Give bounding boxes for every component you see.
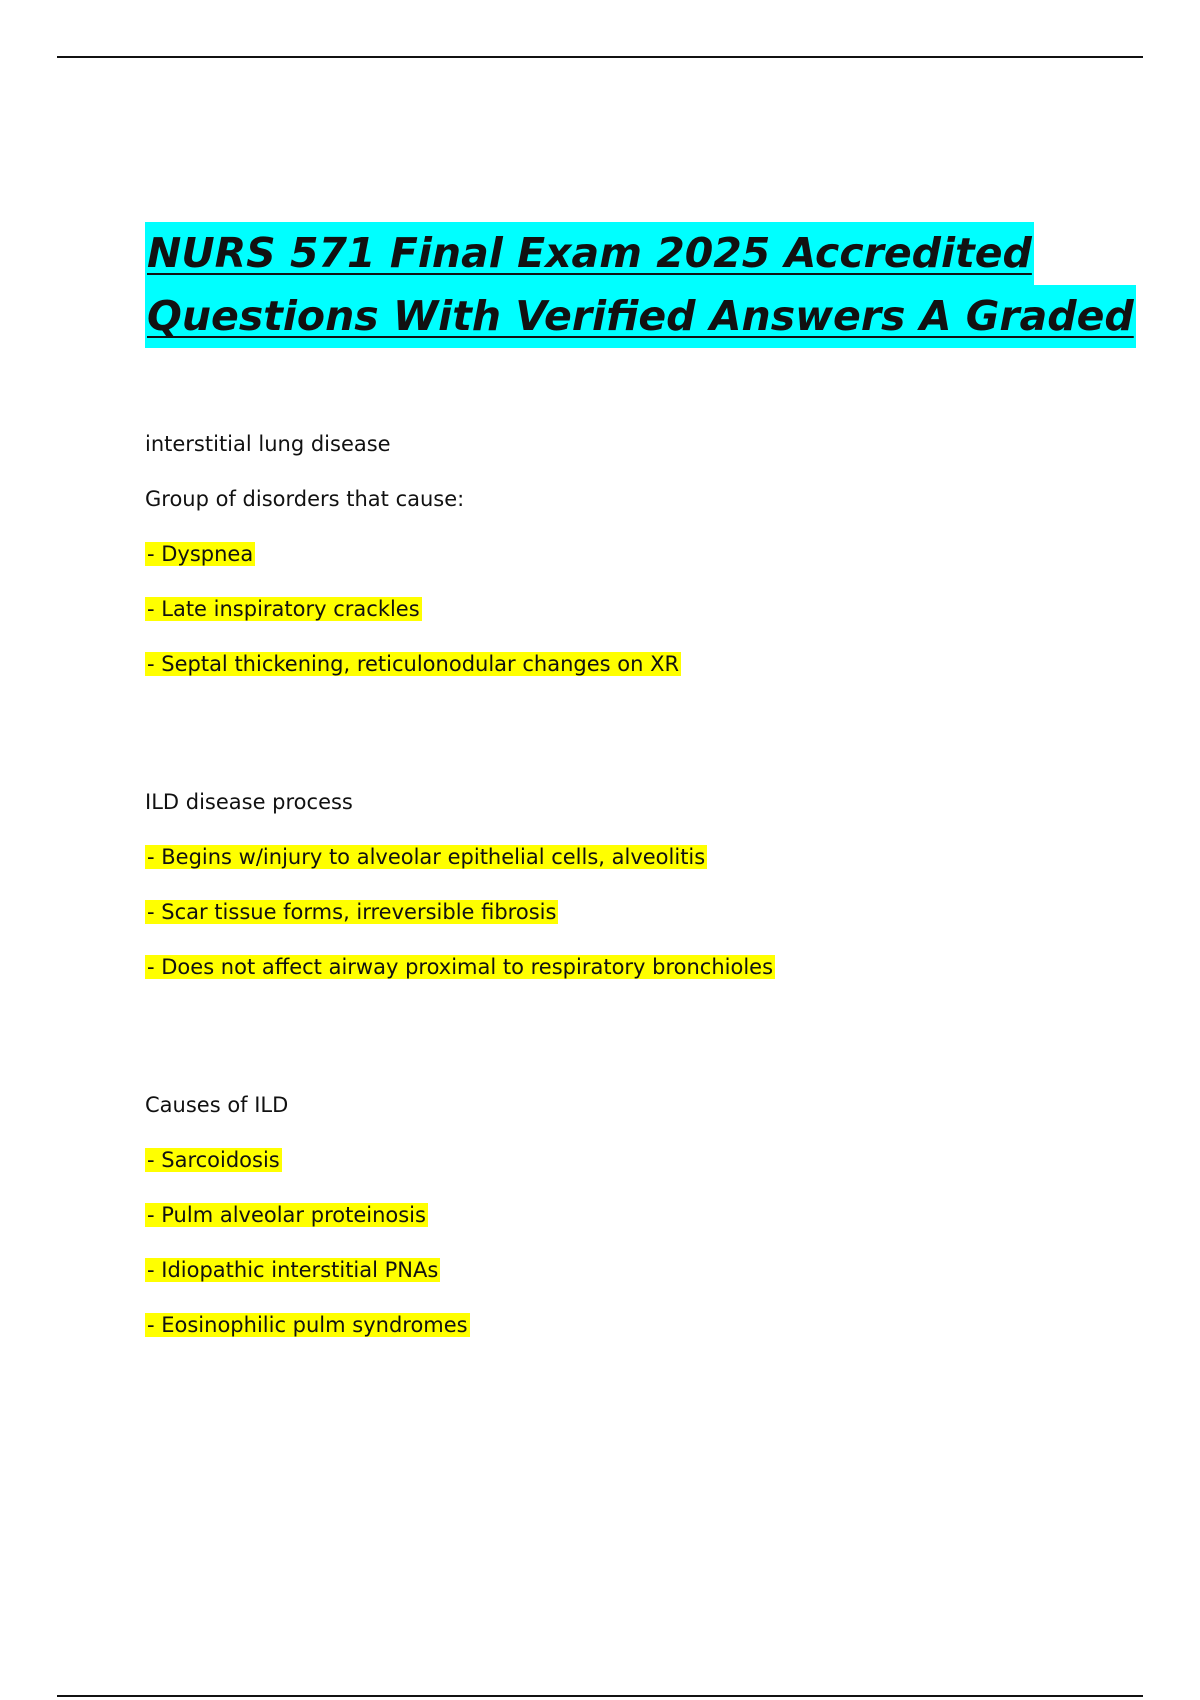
top-divider xyxy=(57,56,1143,58)
answer-item xyxy=(145,843,1145,871)
document-title xyxy=(145,222,1145,348)
highlighted-answer: - Scar tissue forms, irreversible fibrosis xyxy=(147,900,557,924)
answer-intro xyxy=(145,485,1145,513)
question-text: ILD disease process xyxy=(145,790,353,814)
document-body xyxy=(145,430,1145,1449)
answer-item xyxy=(145,1201,1145,1229)
answer-item xyxy=(145,595,1145,623)
answer-item xyxy=(145,1146,1145,1174)
qa-block-interstitial-lung-disease xyxy=(145,430,1145,678)
highlighted-answer: - Septal thickening, reticulonodular changes on XR xyxy=(147,652,680,676)
highlighted-answer: - Late inspiratory crackles xyxy=(147,597,420,621)
highlighted-answer: - Does not affect airway proximal to respiratory bronchioles xyxy=(147,955,774,979)
answer-item xyxy=(145,1256,1145,1284)
answer-intro-text: Group of disorders that cause: xyxy=(145,487,465,511)
bottom-divider xyxy=(57,1695,1143,1697)
answer-item xyxy=(145,953,1145,981)
highlighted-answer: - Idiopathic interstitial PNAs xyxy=(147,1258,439,1282)
question-text: Causes of ILD xyxy=(145,1093,289,1117)
question-text: interstitial lung disease xyxy=(145,432,391,456)
highlighted-answer: - Sarcoidosis xyxy=(147,1148,280,1172)
answer-item xyxy=(145,650,1145,678)
answer-item xyxy=(145,898,1145,926)
qa-block-causes-of-ild xyxy=(145,1091,1145,1339)
answer-item xyxy=(145,1311,1145,1339)
answer-item xyxy=(145,540,1145,568)
title-line-2: Questions With Verified Answers A Graded xyxy=(145,285,1136,348)
highlighted-answer: - Dyspnea xyxy=(147,542,254,566)
highlighted-answer: - Pulm alveolar proteinosis xyxy=(147,1203,426,1227)
highlighted-answer: - Eosinophilic pulm syndromes xyxy=(147,1313,468,1337)
qa-block-ild-disease-process xyxy=(145,788,1145,981)
highlighted-answer: - Begins w/injury to alveolar epithelial cells, alveolitis xyxy=(147,845,706,869)
title-line-1: NURS 571 Final Exam 2025 Accredited xyxy=(145,222,1034,285)
